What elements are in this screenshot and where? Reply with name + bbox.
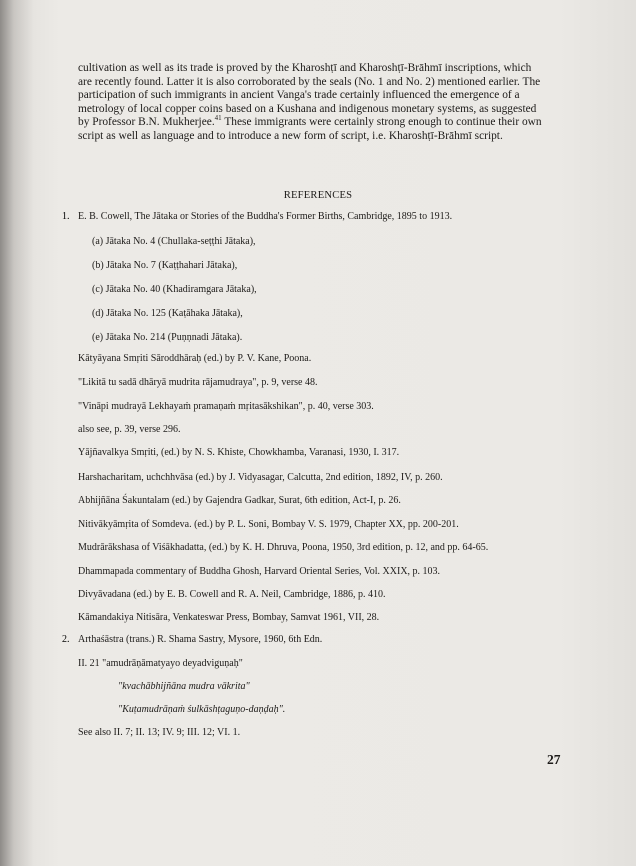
- reference-subentry: (b) Jātaka No. 7 (Kaṭṭhahari Jātaka),: [92, 260, 238, 271]
- reference-subentry: (e) Jātaka No. 214 (Puṇṇnadi Jātaka).: [92, 332, 243, 343]
- reference-entry: also see, p. 39, verse 296.: [78, 424, 181, 435]
- reference-entry: Mudrārākshasa of Viśākhadatta, (ed.) by K. H. Dhruva, Poona, 1950, 3rd edition, p. 12, and pp. 64-65.: [78, 542, 489, 553]
- paragraph-line: [78, 116, 568, 130]
- reference-quote: "Kuṭamudrāṇaṁ śulkāshṭaguṇo-daṇḍaḥ".: [118, 704, 286, 715]
- reference-entry: E. B. Cowell, The Jātaka or Stories of the Buddha's Former Births, Cambridge, 1895 to 1913.: [78, 211, 453, 222]
- paragraph-line: are recently found. Latter it is also corroborated by the seals (No. 1 and No. 2) mentioned earlier. The: [78, 75, 541, 88]
- paragraph-line: participation of such immigrants in ancient Vanga's trade certainly influenced the emergence of a: [78, 89, 520, 102]
- paragraph-fragment: by Professor B.N. Mukherjee.: [78, 116, 215, 129]
- reference-number: 2.: [62, 634, 70, 645]
- reference-subentry: (a) Jātaka No. 4 (Chullaka-seṭṭhi Jātaka),: [92, 236, 256, 247]
- reference-entry: "Vināpi mudrayā Lekhayaṁ pramaṇaṁ mṛitasākshikan", p. 40, verse 303.: [78, 401, 374, 412]
- reference-entry: II. 21 "amudrāṇāmatyayo deyadviguṇaḥ": [78, 658, 243, 669]
- body-paragraph: [78, 62, 568, 144]
- reference-entry: Harshacharitam, uchchhvāsa (ed.) by J. Vidyasagar, Calcutta, 2nd edition, 1892, IV, p. 260.: [78, 472, 443, 483]
- reference-entry: See also II. 7; II. 13; IV. 9; III. 12; VI. 1.: [78, 727, 241, 738]
- reference-subentry: (c) Jātaka No. 40 (Khadiramgara Jātaka),: [92, 284, 257, 295]
- reference-entry: Dhammapada commentary of Buddha Ghosh, Harvard Oriental Series, Vol. XXIX, p. 103.: [78, 566, 441, 577]
- reference-number: 1.: [62, 211, 70, 222]
- reference-entry: Yājñavalkya Smṛiti, (ed.) by N. S. Khiste, Chowkhamba, Varanasi, 1930, I. 317.: [78, 447, 400, 458]
- paragraph-line: cultivation as well as its trade is proved by the Kharoshṭī and Kharoshṭī-Brāhmī inscriptions, which: [78, 62, 532, 74]
- reference-entry: Divyāvadana (ed.) by E. B. Cowell and R. A. Neil, Cambridge, 1886, p. 410.: [78, 589, 386, 600]
- paragraph-fragment: These immigrants were certainly strong enough to continue their own: [221, 116, 542, 129]
- reference-entry: Kātyāyana Smṛiti Sāroddhāraḥ (ed.) by P. V. Kane, Poona.: [78, 353, 312, 364]
- paragraph-line: metrology of local copper coins based on a Kushana and indigenous monetary systems, as suggested: [78, 102, 537, 115]
- footnote-marker: 41: [214, 114, 222, 123]
- reference-entry: "Likitā tu sadā dhāryā mudrita rājamudraya", p. 9, verse 48.: [78, 377, 318, 388]
- paragraph-line: script as well as language and to introduce a new form of script, i.e. Kharoshṭī-Brāhmī script.: [78, 129, 503, 142]
- reference-entry: Abhijñāna Śakuntalam (ed.) by Gajendra Gadkar, Surat, 6th edition, Act-I, p. 26.: [78, 495, 401, 506]
- reference-subentry: (d) Jātaka No. 125 (Kaṭāhaka Jātaka),: [92, 308, 243, 319]
- reference-entry: Arthaśāstra (trans.) R. Shama Sastry, Mysore, 1960, 6th Edn.: [78, 634, 323, 645]
- page-number: 27: [547, 752, 561, 767]
- references-heading: REFERENCES: [283, 190, 353, 201]
- reference-quote: "kvachābhijñāna mudra vākrita": [118, 681, 250, 692]
- reference-entry: Nitivākyāmṛita of Somdeva. (ed.) by P. L. Soni, Bombay V. S. 1979, Chapter XX, pp. 200-201.: [78, 519, 459, 530]
- reference-entry: Kāmandakiya Nitisāra, Venkateswar Press, Bombay, Samvat 1961, VII, 28.: [78, 612, 380, 623]
